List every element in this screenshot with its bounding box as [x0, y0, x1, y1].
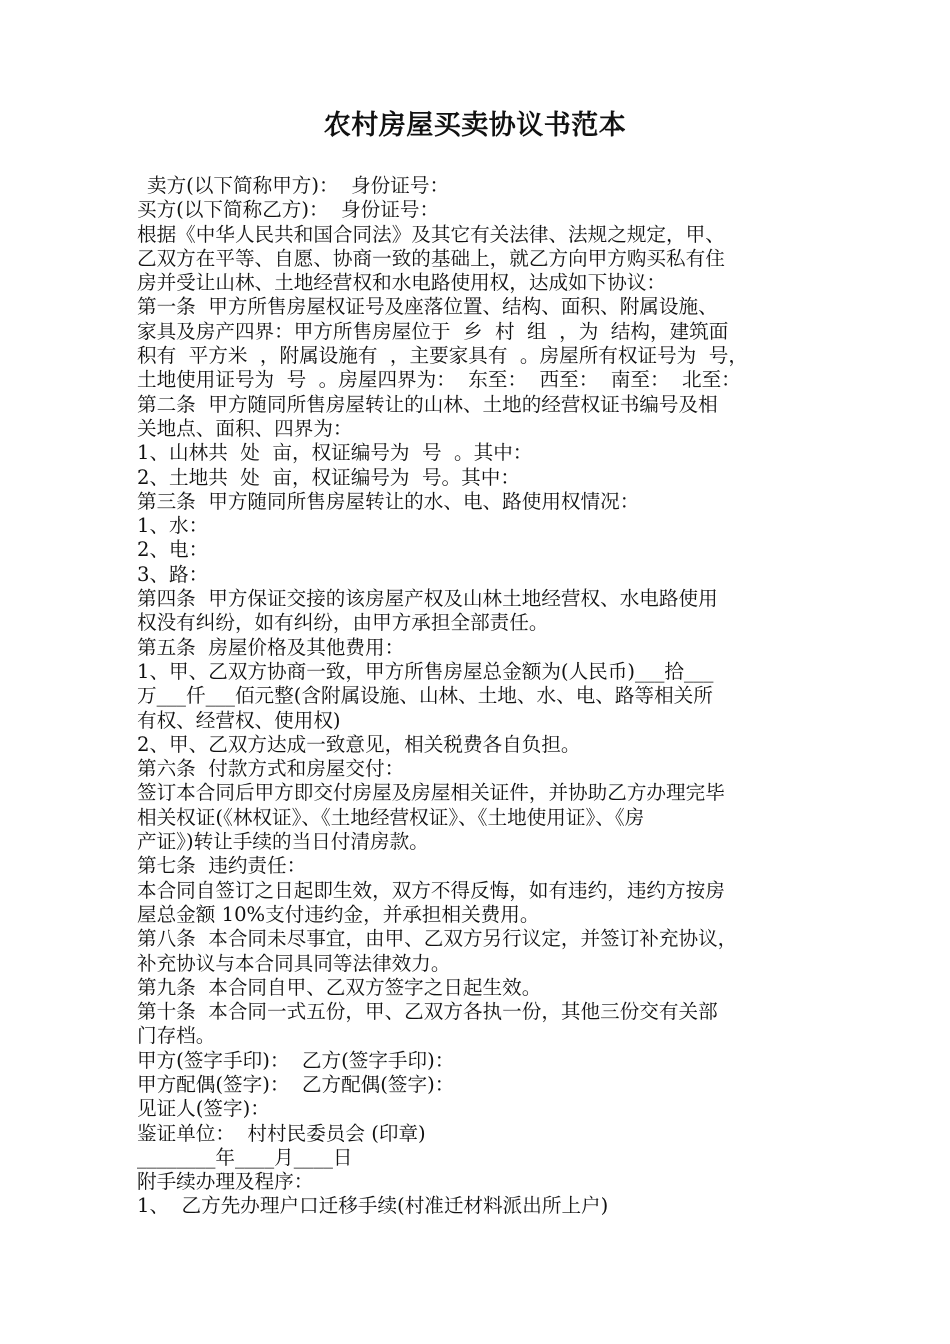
text-line: 第七条 违约责任：: [137, 854, 307, 878]
text-line: 卖方(以下简称甲方)： 身份证号：: [147, 174, 450, 197]
text-line: 家具及房产四界：甲方所售房屋位于 乡 村 组 ，为 结构，建筑面: [137, 319, 729, 343]
text-line: 1、甲、乙双方协商一致，甲方所售房屋总金额为(人民币)___拾___: [137, 659, 714, 683]
text-line: 关地点、面积、四界为：: [137, 416, 353, 440]
text-line: 3、路：: [137, 562, 209, 586]
text-line: 第四条 甲方保证交接的该房屋产权及山林土地经营权、水电路使用: [137, 587, 718, 611]
text-line: 附手续办理及程序：: [137, 1170, 314, 1194]
text-line: 本合同自签订之日起即生效，双方不得反悔，如有违约，违约方按房: [137, 878, 725, 902]
text-line: 第九条 本合同自甲、乙双方签字之日起生效。: [137, 975, 542, 999]
text-line: 2、电：: [137, 538, 209, 562]
text-line: 屋总金额 10%支付违约金，并承担相关费用。: [137, 902, 540, 926]
text-line: 乙双方在平等、自愿、协商一致的基础上，就乙方向甲方购买私有住: [137, 246, 725, 270]
text-line: 根据《中华人民共和国合同法》及其它有关法律、法规之规定，甲、: [137, 222, 725, 246]
document-title: 农村房屋买卖协议书范本: [323, 110, 627, 141]
text-line: 签订本合同后甲方即交付房屋及房屋相关证件，并协助乙方办理完毕: [137, 781, 725, 805]
text-line: 积有 平方米 ，附属设施有 ，主要家具有 。房屋所有权证号为 号，: [137, 344, 748, 368]
text-line: 房并受让山林、土地经营权和水电路使用权，达成如下协议：: [137, 271, 667, 295]
text-line: 补充协议与本合同具同等法律效力。: [137, 951, 451, 975]
text-line: 第五条 房屋价格及其他费用：: [137, 635, 405, 659]
text-line: 1、山林共 处 亩，权证编号为 号 。其中：: [137, 441, 533, 465]
text-line: 第三条 甲方随同所售房屋转让的水、电、路使用权情况：: [137, 489, 640, 513]
document-body: [137, 174, 827, 1219]
text-line: 相关权证(《林权证》、《土地经营权证》、《土地使用证》、《房: [137, 805, 645, 829]
text-line: 2、甲、乙双方达成一致意见，相关税费各自负担。: [137, 732, 581, 756]
text-line: 1、水：: [137, 514, 209, 538]
text-line: 万___仟___佰元整(含附属设施、山林、土地、水、电、路等相关所: [137, 684, 713, 708]
text-line: 见证人(签字)：: [137, 1097, 270, 1121]
text-line: 第十条 本合同一式五份，甲、乙双方各执一份，其他三份交有关部: [137, 1000, 718, 1024]
text-line: 第一条 甲方所售房屋权证号及座落位置、结构、面积、附属设施、: [137, 295, 718, 319]
text-line: 第二条 甲方随同所售房屋转让的山林、土地的经营权证书编号及相: [137, 392, 718, 416]
text-line: 第六条 付款方式和房屋交付：: [137, 757, 405, 781]
text-line: 鉴证单位： 村村民委员会 (印章): [137, 1121, 426, 1145]
text-line: ________年____月____日: [137, 1145, 353, 1169]
text-line: 2、土地共 处 亩，权证编号为 号。其中：: [137, 465, 520, 489]
text-line: 第八条 本合同未尽事宜，由甲、乙双方另行议定，并签订补充协议，: [137, 927, 738, 951]
text-line: 权没有纠纷，如有纠纷，由甲方承担全部责任。: [137, 611, 549, 635]
text-line: 门存档。: [137, 1024, 216, 1048]
text-line: 买方(以下简称乙方)： 身份证号：: [137, 198, 440, 222]
text-line: 土地使用证号为 号 。房屋四界为： 东至： 西至： 南至： 北至：: [137, 368, 741, 392]
text-line: 甲方(签字手印)： 乙方(签字手印)：: [137, 1048, 455, 1072]
text-line: 1、 乙方先办理户口迁移手续(村准迁材料派出所上户): [137, 1194, 609, 1218]
text-line: 产证》)转让手续的当日付清房款。: [137, 830, 429, 854]
text-line: 有权、经营权、使用权): [137, 708, 341, 732]
text-line: 甲方配偶(签字)： 乙方配偶(签字)：: [137, 1072, 455, 1096]
